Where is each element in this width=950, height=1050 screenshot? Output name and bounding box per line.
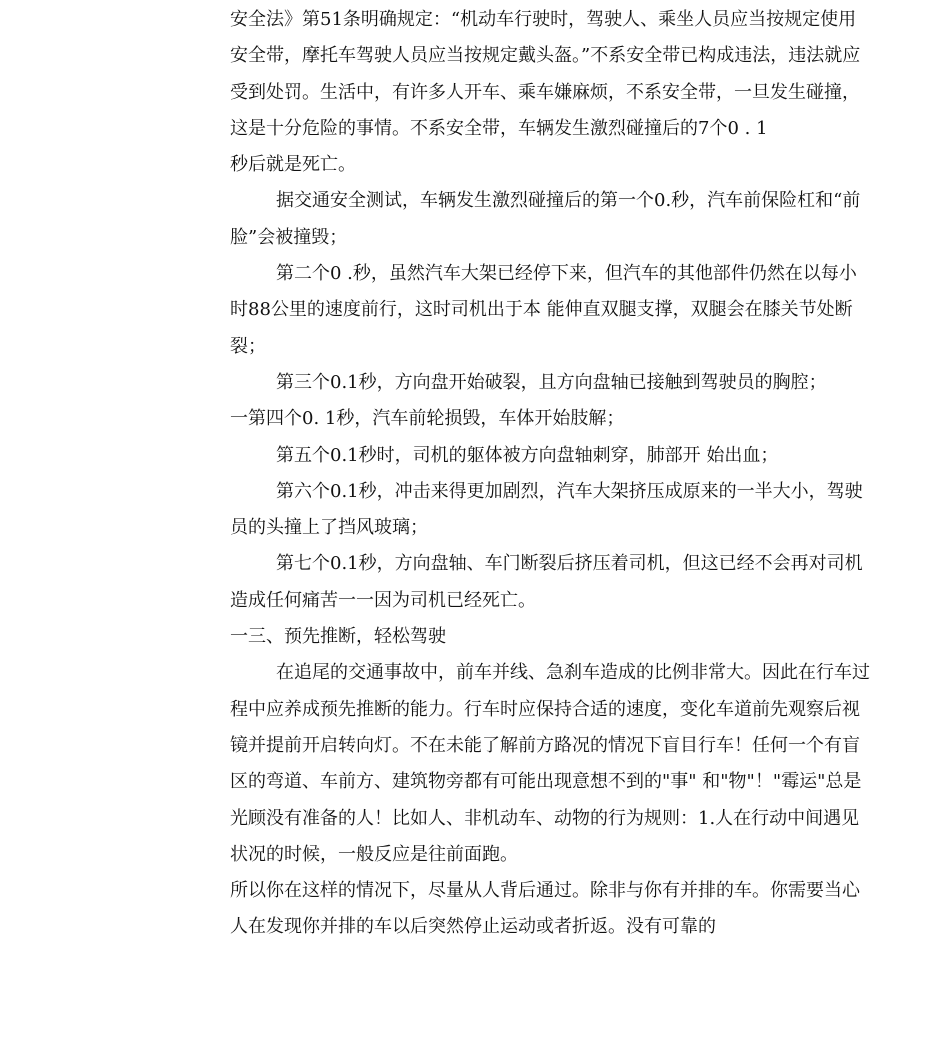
section-heading: 一三、预先推断，轻松驾驶 (230, 626, 446, 648)
paragraph-rear-end: 在追尾的交通事故中，前车并线、急刹车造成的比例非常大。因此在行车过程中应养成预先推断的能力。行车时应保持合适的速度，变化车道前先观察后视镜并提前开启转向灯。不在未能了解前方路况的情况下盲目行车！任何一个有盲区的弯道、车前方、建筑物旁都有可能出现意想不到的"事" 和"物"！"霉运"总是光顾没有准备的人！比如人、非机动车、动物的行为规则：1.人在行动中间遇见状况的时候，一般反应是往前面跑。 (230, 662, 870, 865)
paragraph-second-tenth: 第二个0 .秒，虽然汽车大架已经停下来，但汽车的其他部件仍然在以每小时88公里的速度前行，这时司机出于本 能伸直双腿支撑，双腿会在膝关节处断裂； (230, 263, 857, 357)
paragraph-fourth-tenth: 一第四个0. 1秒，汽车前轮损毁，车体开始肢解； (230, 408, 625, 430)
paragraph-third-tenth: 第三个0.1秒，方向盘开始破裂，且方向盘轴已接触到驾驶员的胸腔； (276, 371, 827, 393)
paragraph-first-tenth: 据交通安全测试，车辆发生激烈碰撞后的第一个0.秒，汽车前保险杠和“前脸”会被撞毁； (230, 190, 861, 248)
paragraph-seventh-tenth: 第七个0.1秒，方向盘轴、车门断裂后挤压着司机，但这已经不会再对司机造成任何痛苦一一因为司机已经死亡。 (230, 553, 863, 611)
paragraph-sixth-tenth: 第六个0.1秒，冲击来得更加剧烈，汽车大架挤压成原来的一半大小，驾驶员的头撞上了挡风玻璃； (230, 480, 863, 539)
document-body (230, 2, 870, 946)
paragraph-pass-behind: 所以你在这样的情况下，尽量从人背后通过。除非与你有并排的车。你需要当心人在发现你并排的车以后突然停止运动或者折返。没有可靠的 (230, 880, 860, 938)
paragraph-seatbelt-law: 安全法》第51条明确规定：“机动车行驶时，驾驶人、乘坐人员应当按规定使用安全带，摩托车驾驶人员应当按规定戴头盔。”不系安全带已构成违法，违法就应受到处罚。生活中，有许多人开车、乘车嫌麻烦，不系安全带，一旦发生碰撞，这是十分危险的事情。不系安全带，车辆发生激烈碰撞后的7个0 . 1 (230, 9, 861, 139)
paragraph-death-seconds: 秒后就是死亡。 (230, 154, 356, 176)
paragraph-fifth-tenth: 第五个0.1秒时，司机的躯体被方向盘轴刺穿，肺部开 始出血； (276, 444, 779, 466)
